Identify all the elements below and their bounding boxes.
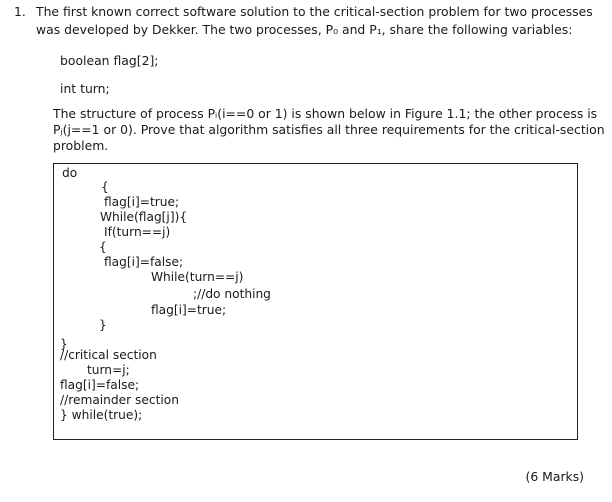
marks-label: (6 Marks) (525, 469, 584, 484)
shared-variable-turn: int turn; (60, 81, 110, 96)
code-line: ;//do nothing (193, 287, 271, 301)
code-line: While(turn==j) (151, 270, 244, 284)
code-line: flag[i]=true; (151, 303, 227, 317)
code-figure-box (53, 163, 578, 440)
code-line: flag[i]=false; (60, 378, 140, 392)
code-comment: //critical section (60, 348, 157, 362)
code-line: If(turn==j) (104, 225, 171, 239)
code-line: turn=j; (87, 363, 130, 377)
structure-description-line-1: The structure of process Pᵢ(i==0 or 1) is shown below in Figure 1.1; the other process is (53, 106, 598, 121)
code-line: } while(true); (60, 408, 143, 422)
code-line: do (62, 166, 78, 180)
code-line: flag[i]=false; (104, 255, 184, 269)
code-line: { (101, 180, 109, 194)
question-number: 1. (14, 4, 26, 19)
structure-description-line-3: problem. (53, 138, 109, 153)
code-comment: //remainder section (60, 393, 179, 407)
code-line: } (99, 318, 107, 332)
code-line: { (99, 240, 107, 254)
structure-description-line-2: Pⱼ(j==1 or 0). Prove that algorithm satisfies all three requirements for the critical-section (53, 122, 605, 137)
question-intro-line-1: The first known correct software solution to the critical-section problem for two processes (36, 4, 593, 19)
code-line: While(flag[j]){ (100, 210, 188, 224)
code-line: } (60, 337, 68, 351)
shared-variable-flag: boolean flag[2]; (60, 53, 159, 68)
code-line: flag[i]=true; (104, 195, 180, 209)
question-intro-line-2: was developed by Dekker. The two processes, P₀ and P₁, share the following variables: (36, 22, 573, 37)
